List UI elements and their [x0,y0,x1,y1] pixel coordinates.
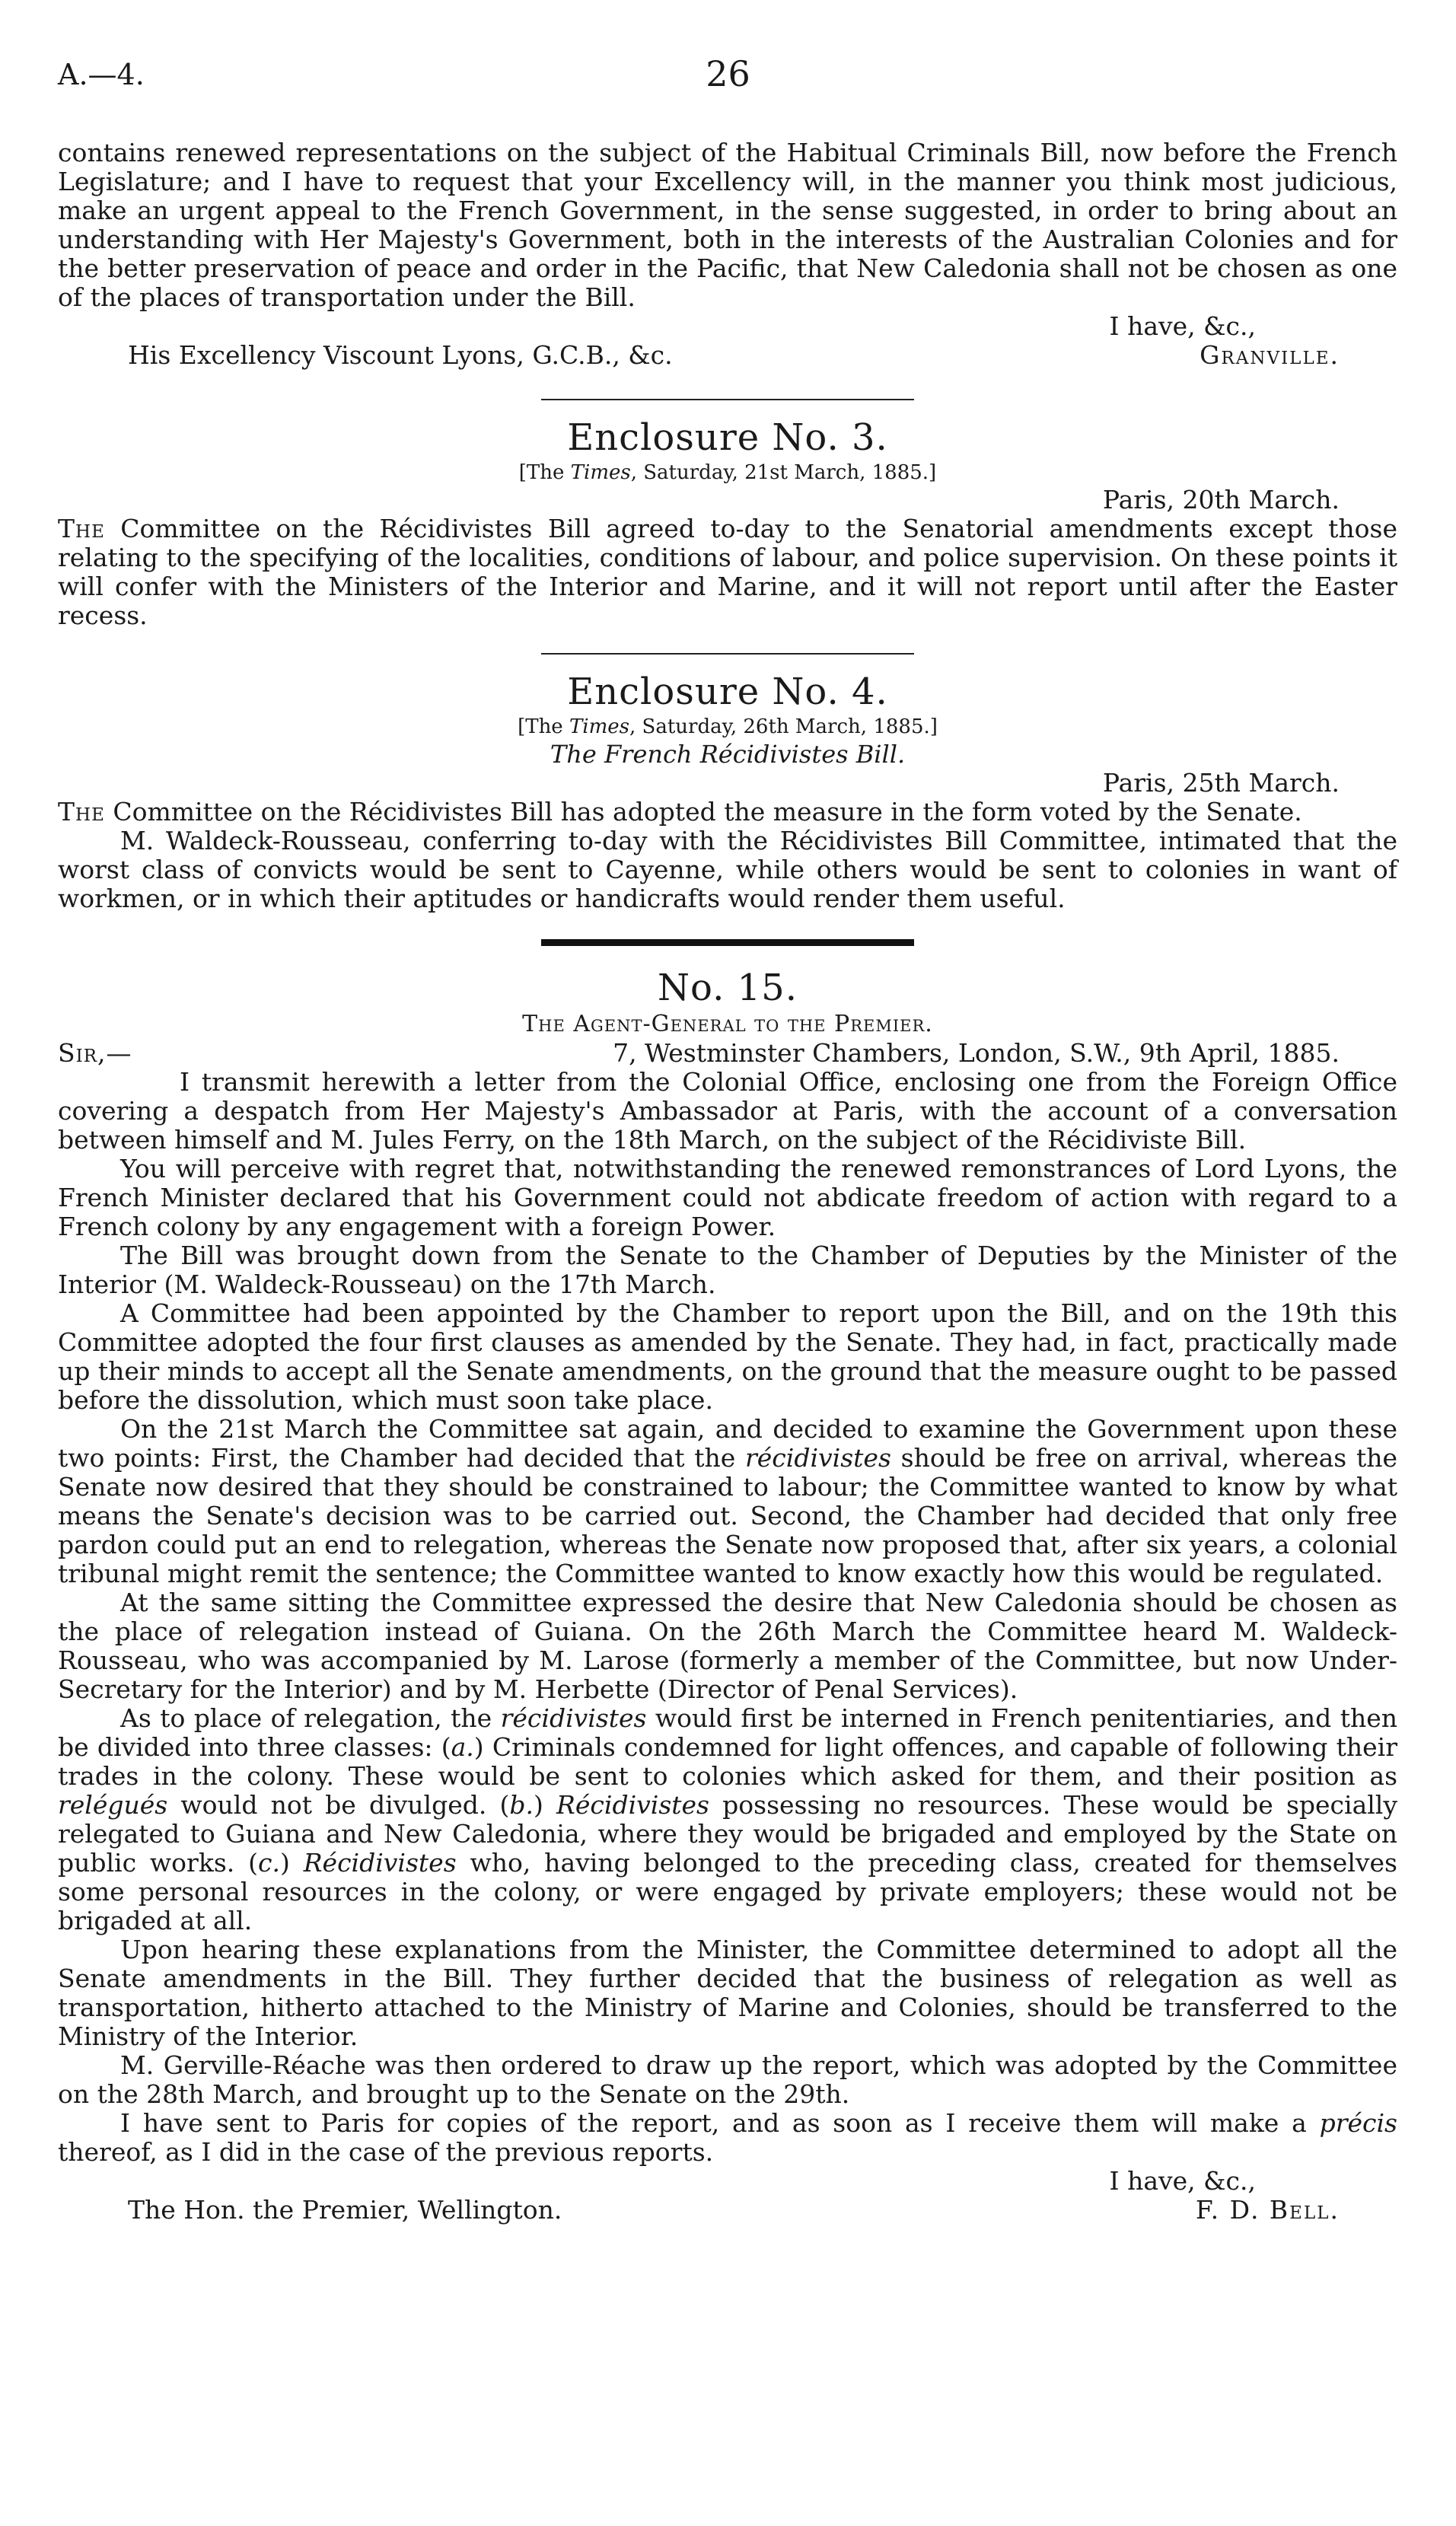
no-15-paragraph-5: On the 21st March the Committee sat again, and decided to examine the Government upon these two points: First, the Chamber had decided that the récidivistes should be free on arrival, whereas the Senate now desired that they should be constrained to labour; the Committee wanted to know by what means the Senate's decision was to be carried out. Second, the Chamber had decided that only free pardon could put an end to relegation, whereas the Senate now proposed that, after six years, a colonial tribunal might remit the sentence; the Committee wanted to know exactly how this would be regulated. [58,1414,1397,1588]
no-15-closing: I have, &c., [1109,2166,1256,2196]
document-code: A.—4. [58,58,145,91]
no-15-paragraph-9: M. Gerville-Réache was then ordered to draw up the report, which was adopted by the Committee on the 28th March, and brought up to the Senate on the 29th. [58,2050,1397,2109]
no-15-paragraph-8: Upon hearing these explanations from the Minister, the Committee determined to adopt all the Senate amendments in the Bill. They further decided that the business of relegation as well as transportation, hitherto attached to the Ministry of Marine and Colonies, should be transferred to the Ministry of the Interior. [58,1935,1397,2051]
sender-address: 7, Westminster Chambers, London, S.W., 9th April, 1885. [613,1038,1340,1068]
enclosure-4-source: [The Times, Saturday, 26th March, 1885.] [518,715,938,738]
no-15-paragraph-4: A Committee had been appointed by the Chamber to report upon the Bill, and on the 19th this Committee adopted the four first clauses as amended by the Senate. They had, in fact, practically made up their minds to accept all the Senate amendments, on the ground that the measure ought to be passed before the dissolution, which must soon take place. [58,1298,1397,1415]
page-header [58,53,1398,104]
salutation: Sir,— [58,1038,132,1068]
no-15-addressee: The Hon. the Premier, Wellington. [128,2195,562,2225]
no-15-paragraph-3: The Bill was brought down from the Senate to the Chamber of Deputies by the Minister of the Interior (M. Waldeck-Rousseau) on the 17th March. [58,1241,1397,1299]
enclosure-4-title: The French Récidivistes Bill. [550,740,906,769]
no-15-signature: F. D. Bell. [1195,2195,1340,2225]
enclosure-4-heading: Enclosure No. 4. [567,671,888,713]
no-15-paragraph-10: I have sent to Paris for copies of the report, and as soon as I receive them will make a précis thereof, as I did in the case of the previous reports. [58,2108,1397,2167]
enclosure-4-body-1: The Committee on the Récidivistes Bill has adopted the measure in the form voted by the Senate. [58,797,1302,827]
no-15-paragraph-1: I transmit herewith a letter from the Colonial Office, enclosing one from the Foreign Office covering a despatch from Her Majesty's Ambassador at Paris, with the account of a conversation between himself and M. Jules Ferry, on the 18th March, on the subject of the Récidiviste Bill. [58,1067,1397,1155]
heavy-divider [541,939,914,946]
page-number: 26 [706,53,750,94]
closing-row [58,312,1397,341]
enclosure-3-heading: Enclosure No. 3. [567,416,888,459]
enclosure-3-source: [The Times, Saturday, 21st March, 1885.] [518,461,937,484]
no-15-paragraph-2: You will perceive with regret that, notwithstanding the renewed remonstrances of Lord Lyons, the French Minister declared that his Government could not abdicate freedom of action with regard to a French colony by any engagement with a foreign Power. [58,1154,1397,1241]
no-15-paragraph-7: As to place of relegation, the récidivistes would first be interned in French penitentiaries, and then be divided into three classes: (a.) Criminals condemned for light offences, and capable of following their trades in the colony. These would be sent to colonies which asked for them, and their position as relégués would not be divulged. (b.) Récidivistes possessing no resources. These would be specially relegated to Guiana and New Caledonia, where they would be brigaded and employed by the State on public works. (c.) Récidivistes who, having belonged to the preceding class, created for themselves some personal resources in the colony, or were engaged by private employers; these would not be brigaded at all. [58,1703,1397,1935]
page-content [58,139,1397,2225]
letter-signature: Granville. [1200,340,1340,370]
letter-closing: I have, &c., [1109,311,1256,341]
signature-row [58,341,1397,370]
letter-continuation: contains renewed representations on the subject of the Habitual Criminals Bill, now before the French Legislature; and I have to request that your Excellency will, in the manner you think most judicious, make an urgent appeal to the French Government, in the sense suggested, in order to bring about an understanding with Her Majesty's Government, both in the interests of the Australian Colonies and for the better preservation of peace and order in the Pacific, that New Caledonia shall not be chosen as one of the places of transportation under the Bill. [58,138,1397,312]
no-15-subheading: The Agent-General to the Premier. [522,1011,933,1037]
no-15-heading: No. 15. [658,967,798,1009]
enclosure-4-body-2: M. Waldeck-Rousseau, conferring to-day with the Récidivistes Bill Committee, intimated that the worst class of convicts would be sent to Cayenne, while others would be sent to colonies in want of workmen, or in which their aptitudes or handicrafts would render them useful. [58,826,1397,913]
no-15-paragraph-6: At the same sitting the Committee expressed the desire that New Caledonia should be chosen as the place of relegation instead of Guiana. On the 26th March the Committee heard M. Waldeck-Rousseau, who was accompanied by M. Larose (formerly a member of the Committee, but now Under-Secretary for the Interior) and by M. Herbette (Director of Penal Services). [58,1588,1397,1704]
letter-addressee: His Excellency Viscount Lyons, G.C.B., &c. [128,340,673,370]
enclosure-3-body: The Committee on the Récidivistes Bill agreed to-day to the Senatorial amendments except those relating to the specifying of the localities, conditions of labour, and police supervision. On these points it will confer with the Ministers of the Interior and Marine, and it will not report until after the Easter recess. [58,514,1397,630]
enclosure-4-place-date: Paris, 25th March. [1102,768,1340,798]
enclosure-3-place-date: Paris, 20th March. [1102,485,1340,514]
